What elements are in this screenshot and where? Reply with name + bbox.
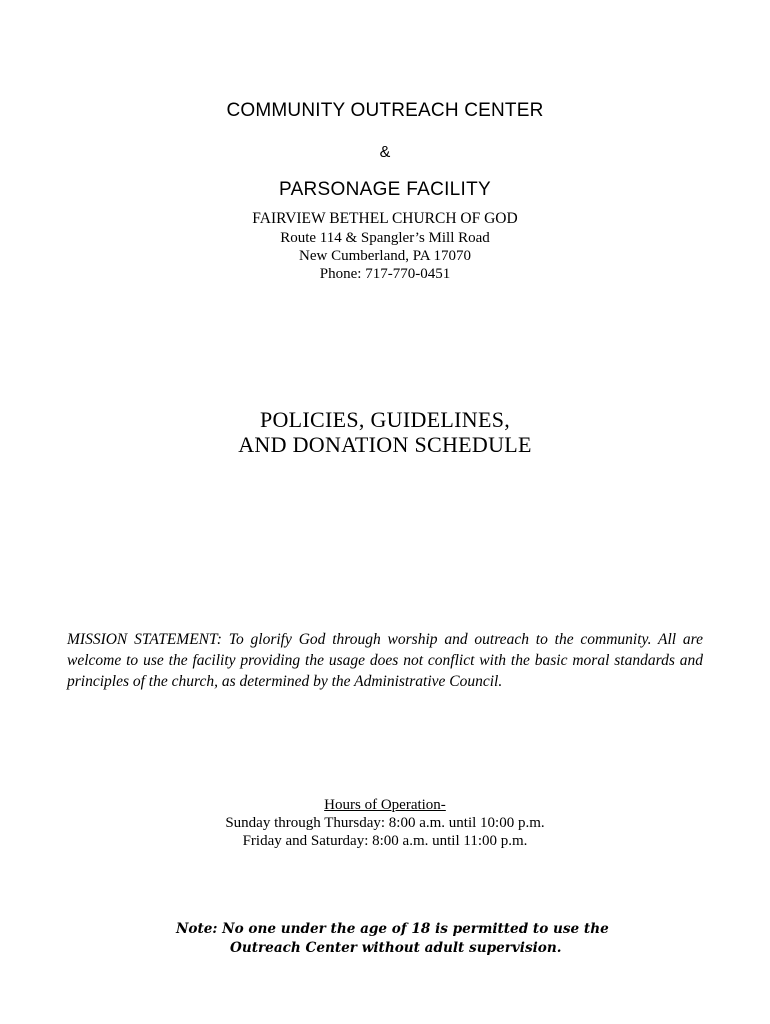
policies-heading-line-1: POLICIES, GUIDELINES, xyxy=(259,407,511,432)
age-restriction-note xyxy=(176,920,609,958)
phone-number: Phone: 717-770-0451 xyxy=(319,266,451,282)
address-line-2: New Cumberland, PA 17070 xyxy=(299,248,471,264)
policies-heading-line-2: AND DONATION SCHEDULE xyxy=(238,432,532,457)
title-line-1: COMMUNITY OUTREACH CENTER xyxy=(226,100,544,121)
address-line-1: Route 114 & Spangler’s Mill Road xyxy=(280,230,490,246)
hours-of-operation-title: Hours of Operation- xyxy=(324,797,446,813)
note-line-1: Note: No one under the age of 18 is permitted to use the xyxy=(176,921,609,937)
note-line-2: Outreach Center without adult supervision. xyxy=(230,940,562,956)
hours-weekend: Friday and Saturday: 8:00 a.m. until 11:00 p.m. xyxy=(242,833,528,849)
hours-weekday: Sunday through Thursday: 8:00 a.m. until 10:00 p.m. xyxy=(225,815,545,831)
title-line-2: PARSONAGE FACILITY xyxy=(279,179,491,200)
title-ampersand: & xyxy=(379,144,391,161)
church-name: FAIRVIEW BETHEL CHURCH OF GOD xyxy=(252,210,518,227)
mission-statement: MISSION STATEMENT: To glorify God through worship and outreach to the community. All are welcome to use the facility providing the usage does not conflict with the basic moral standards and principles of the church, as determined by the Administrative Council. xyxy=(67,631,703,690)
